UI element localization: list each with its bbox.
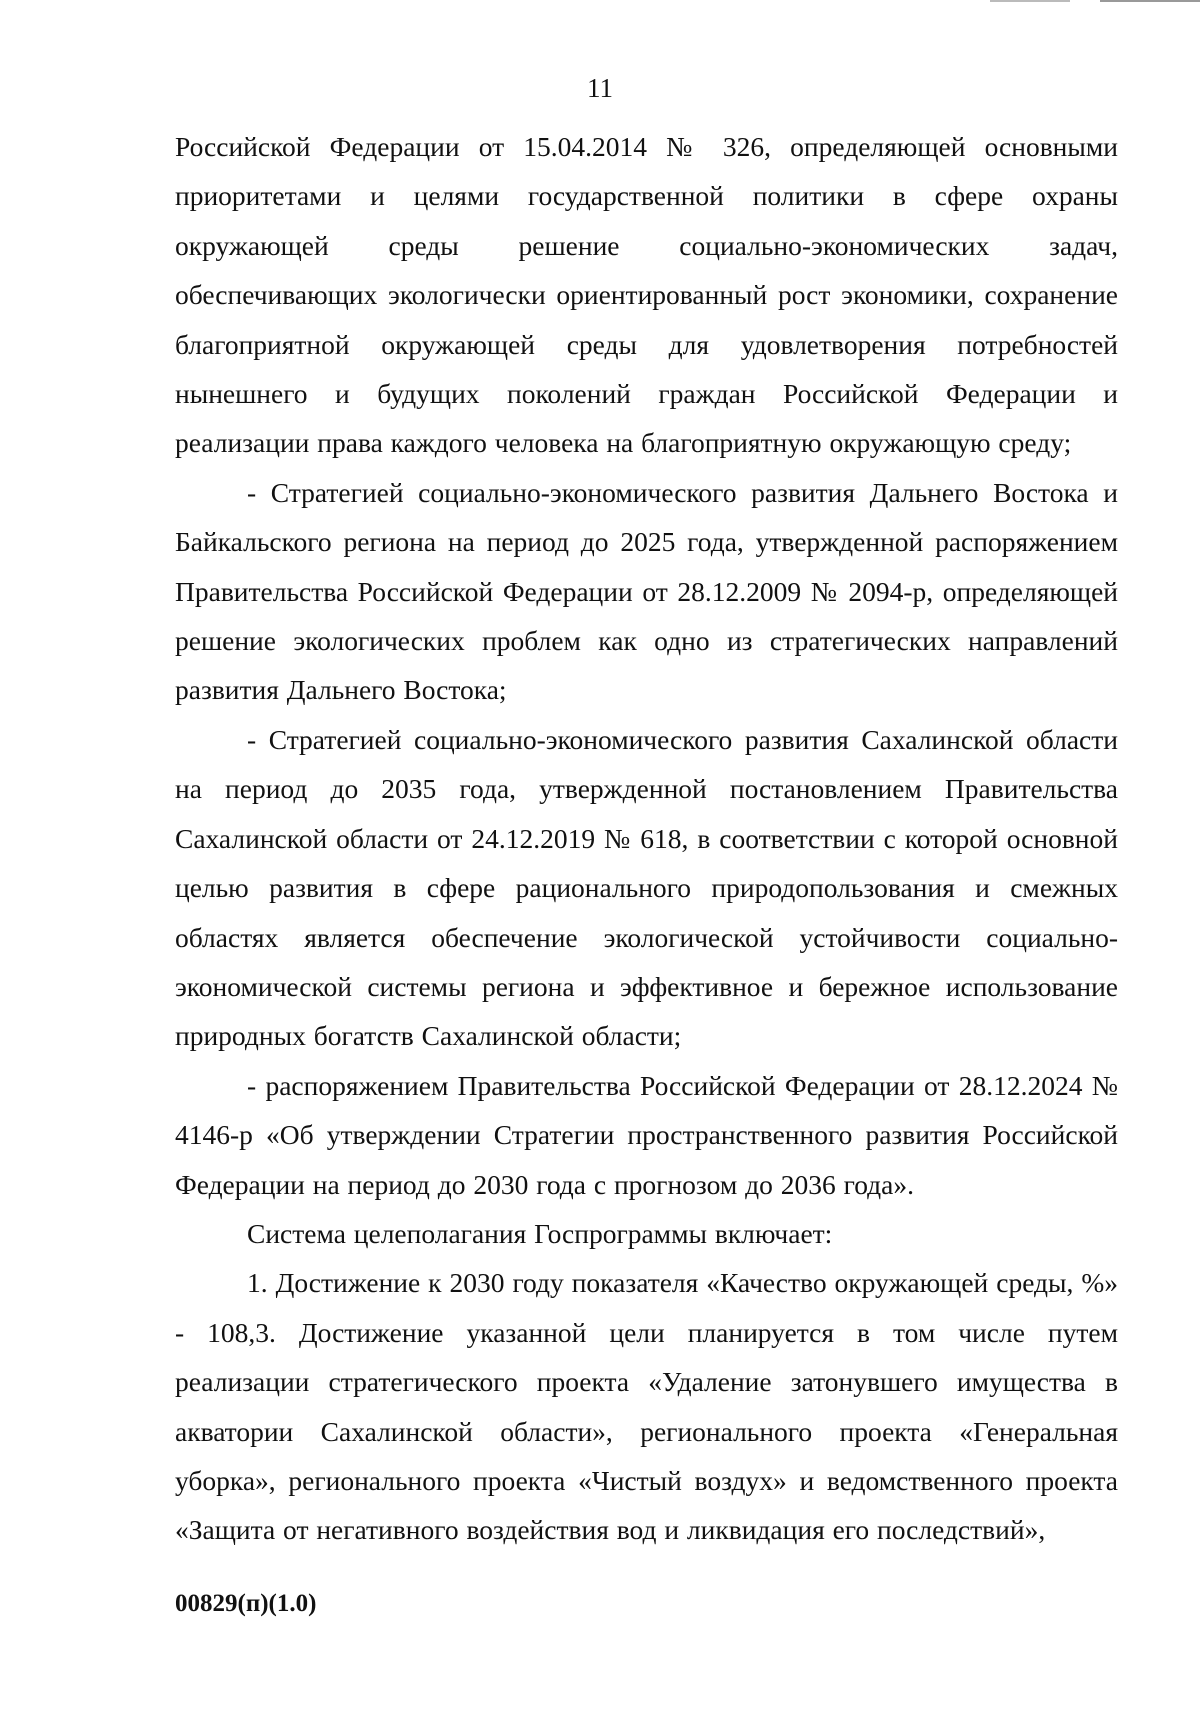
paragraph-goal-1: 1. Достижение к 2030 году показателя «Качество окружающей среды, %» - 108,3. Достижение указанной цели планируется в том числе путем реализации стратегического проекта «Удаление затонувшего имущества в акватории Сахалинской области», регионального проекта «Генеральная уборка», регионального проекта «Чистый воздух» и ведомственного проекта «Защита от негативного воздействия вод и ликвидация его последствий», [175,1267,1118,1546]
document-code: 00829(п)(1.0) [175,1590,317,1617]
scan-artifact-line [990,0,1070,2]
paragraph-goal-system-intro: Система целеполагания Госпрограммы включает: [247,1217,833,1249]
document-body [175,122,1118,1555]
scan-artifact-line [1100,0,1200,2]
page-number: 11 [587,73,613,103]
paragraph-sakhalin-strategy: - Стратегией социально-экономического развития Сахалинской области на период до 2035 года, утвержденной постановлением Правительства Сахалинской области от 24.12.2019 № 618, в соответствии с которой основной целью развития в сфере рационального природопользования и смежных областях является обеспечение экологической устойчивости социально-экономической системы региона и эффективное и бережное использование природных богатств Сахалинской области; [175,723,1118,1052]
paragraph-spatial-development-order: - распоряжением Правительства Российской Федерации от 28.12.2024 № 4146-р «Об утверждении Стратегии пространственного развития Российской Федерации на период до 2030 года с прогнозом до 2036 года». [175,1069,1118,1200]
paragraph-policy-priorities: Российской Федерации от 15.04.2014 № 326, определяющей основными приоритетами и целями государственной политики в сфере охраны окружающей среды решение социально-экономических задач, обеспечивающих экологически ориентированный рост экономики, сохранение благоприятной окружающей среды для удовлетворения потребностей нынешнего и будущих поколений граждан Российской Федерации и реализации права каждого человека на благоприятную окружающую среду; [175,131,1118,459]
paragraph-far-east-strategy: - Стратегией социально-экономического развития Дальнего Востока и Байкальского региона на период до 2025 года, утвержденной распоряжением Правительства Российской Федерации от 28.12.2009 № 2094-р, определяющей решение экологических проблем как одно из стратегических направлений развития Дальнего Востока; [175,476,1118,706]
